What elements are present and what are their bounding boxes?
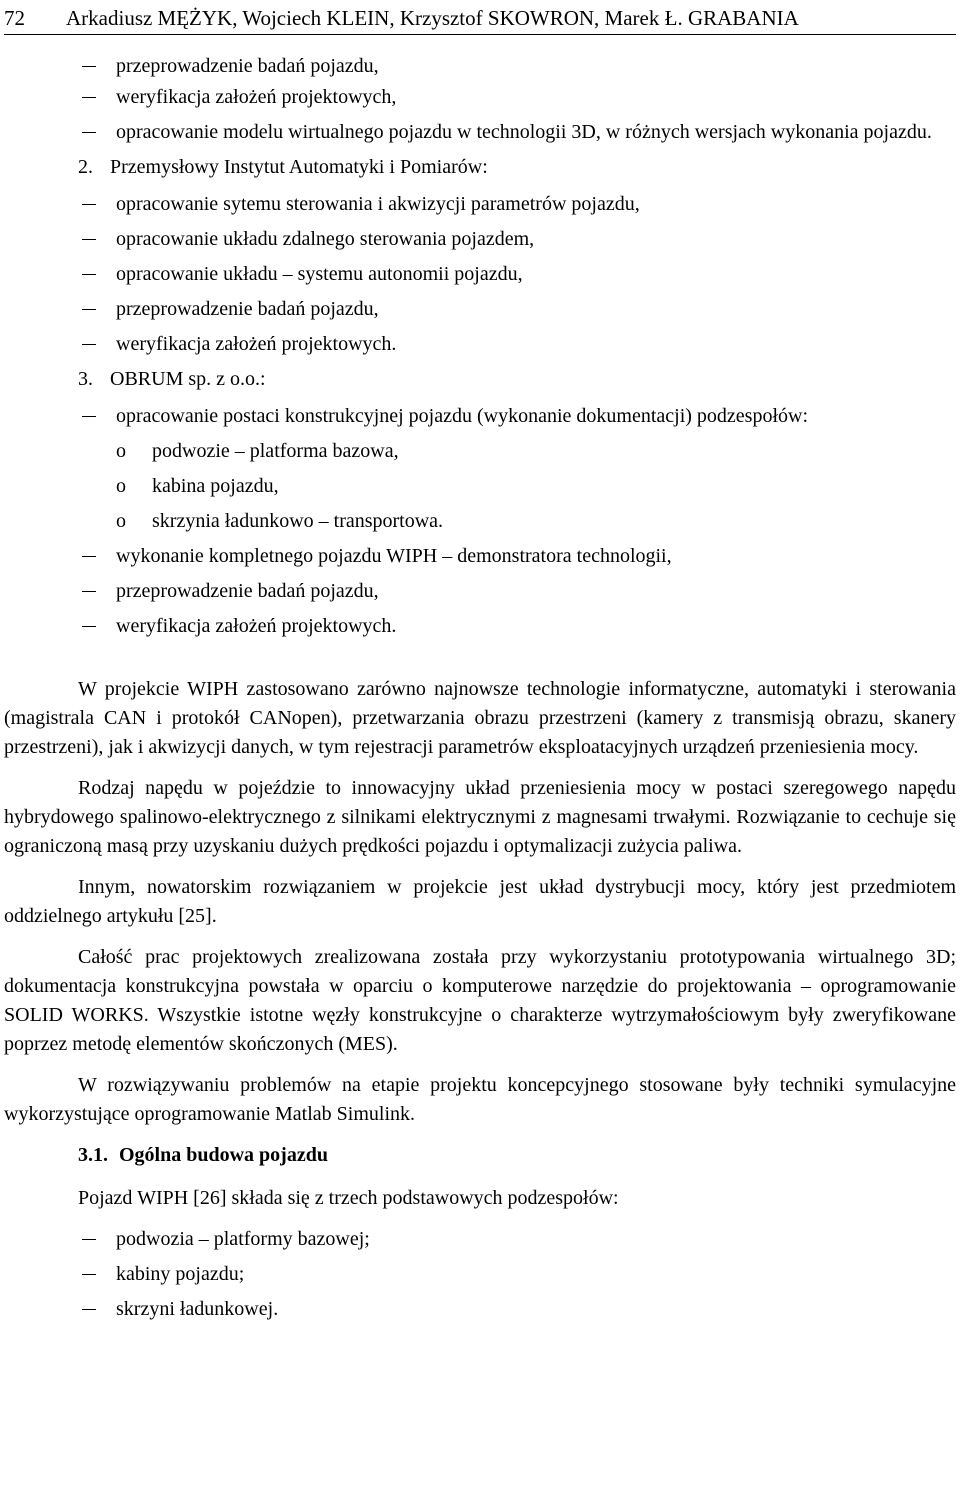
list-item: weryfikacja założeń projektowych. (4, 612, 956, 641)
sub-marker: o (116, 440, 126, 462)
list-item: przeprowadzenie badań pojazdu, (4, 295, 956, 324)
list-item: weryfikacja założeń projektowych. (4, 330, 956, 359)
sub-marker: o (116, 510, 126, 532)
sub-item-text: podwozie – platforma bazowa, (152, 440, 399, 462)
list-item: weryfikacja założeń projektowych, (4, 83, 956, 112)
list-item: przeprowadzenie badań pojazdu, (4, 52, 956, 81)
body-paragraph: Całość prac projektowych zrealizowana została przy wykorzystaniu prototypowania wirtualnego 3D; dokumentacja konstrukcyjna powstała w oparciu o komputerowe narzędzie do projektowania – oprogramowanie SOLID WORKS. Wszystkie istotne węzły konstrukcyjne o charakterze wytrzymałościowym były zweryfikowane poprzez metodę elementów skończonych (MES). (4, 946, 956, 1055)
body-paragraph: Rodzaj napędu w pojeździe to innowacyjny układ przeniesienia mocy w postaci szeregowego napędu hybrydowego spalinowo-elektrycznego z silnikami elektrycznymi z magnesami trwałymi. Rozwiązanie to cechuje się ograniczoną masą przy uzyskaniu dużych prędkości pojazdu i optymalizacji zużycia paliwa. (4, 777, 956, 857)
numbered-item-2 (4, 153, 956, 182)
section-number: 3.1. (78, 1144, 108, 1166)
sub-item-text: skrzynia ładunkowo – transportowa. (152, 510, 444, 532)
list-item: skrzyni ładunkowej. (4, 1295, 956, 1324)
list-item: wykonanie kompletnego pojazdu WIPH – demonstratora technologii, (4, 542, 956, 571)
sub-item-text: kabina pojazdu, (152, 475, 279, 497)
sub-list-item (4, 472, 956, 501)
list-item: opracowanie modelu wirtualnego pojazdu w technologii 3D, w różnych wersjach wykonania pojazdu. (4, 118, 956, 147)
section-title: Ogólna budowa pojazdu (119, 1144, 328, 1166)
list-item: opracowanie postaci konstrukcyjnej pojazdu (wykonanie dokumentacji) podzespołów: (4, 402, 956, 431)
header-authors: Arkadiusz MĘŻYK, Wojciech KLEIN, Krzysztof SKOWRON, Marek Ł. GRABANIA (66, 6, 799, 30)
body-paragraph: Innym, nowatorskim rozwiązaniem w projekcie jest układ dystrybucji mocy, który jest przedmiotem oddzielnego artykułu [25]. (4, 876, 956, 927)
running-header (4, 4, 956, 35)
page-content (4, 52, 956, 1330)
list-item: podwozia – platformy bazowej; (4, 1225, 956, 1254)
sub-marker: o (116, 475, 126, 497)
list-item: opracowanie układu zdalnego sterowania pojazdem, (4, 225, 956, 254)
numbered-item-3 (4, 365, 956, 394)
body-paragraph: W rozwiązywaniu problemów na etapie projektu koncepcyjnego stosowane były techniki symulacyjne wykorzystujące oprogramowanie Matlab Simulink. (4, 1074, 956, 1125)
item-title: OBRUM sp. z o.o.: (110, 368, 266, 390)
section-heading (4, 1141, 956, 1170)
list-item: opracowanie sytemu sterowania i akwizycji parametrów pojazdu, (4, 190, 956, 219)
page-number: 72 (4, 6, 25, 30)
list-item: kabiny pojazdu; (4, 1260, 956, 1289)
list-item: przeprowadzenie badań pojazdu, (4, 577, 956, 606)
sub-list-item (4, 507, 956, 536)
item-number: 3. (78, 368, 93, 390)
item-number: 2. (78, 156, 93, 178)
body-paragraph: W projekcie WIPH zastosowano zarówno najnowsze technologie informatyczne, automatyki i sterowania (magistrala CAN i protokół CANopen), przetwarzania obrazu przestrzeni (kamery z transmisją obrazu, skanery przestrzeni), jak i akwizycji danych, w tym rejestracji parametrów eksploatacyjnych urządzeń przeniesienia mocy. (4, 678, 956, 758)
section-intro: Pojazd WIPH [26] składa się z trzech podstawowych podzespołów: (78, 1187, 619, 1209)
sub-list-item (4, 437, 956, 466)
item-title: Przemysłowy Instytut Automatyki i Pomiarów: (110, 156, 488, 178)
list-item: opracowanie układu – systemu autonomii pojazdu, (4, 260, 956, 289)
